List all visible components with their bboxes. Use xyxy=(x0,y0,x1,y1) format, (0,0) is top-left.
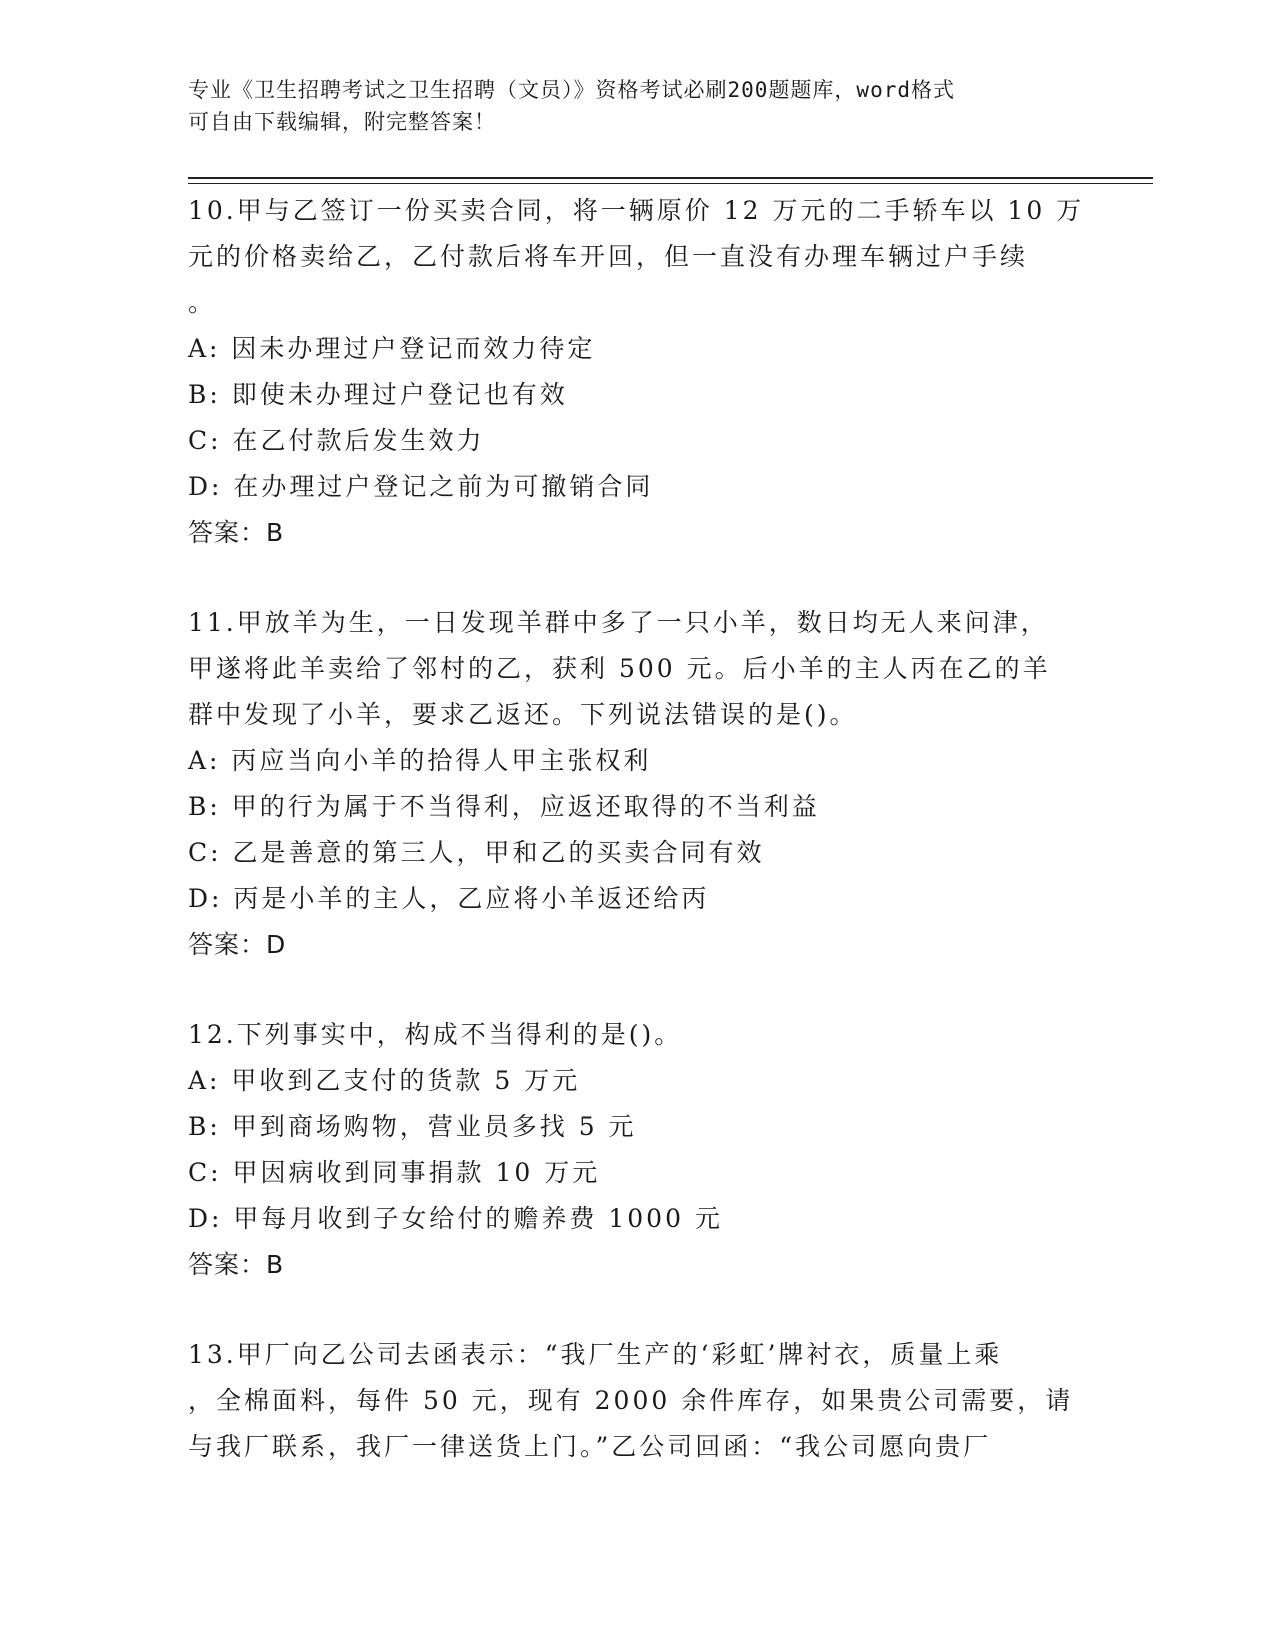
question-stem-line: ，全棉面料，每件 50 元，现有 2000 余件库存，如果贵公司需要，请 xyxy=(188,1386,1074,1415)
document-header xyxy=(188,74,1088,138)
question-stem-line: 与我厂联系，我厂一律送货上门。”乙公司回函：“我公司愿向贵厂 xyxy=(188,1432,992,1461)
question-stem-line: 元的价格卖给乙，乙付款后将车开回，但一直没有办理车辆过户手续 xyxy=(188,242,1029,271)
header-line-2: 可自由下载编辑，附完整答案！ xyxy=(188,110,496,134)
option-a: A: 丙应当向小羊的拾得人甲主张权利 xyxy=(188,746,652,775)
option-a: A: 甲收到乙支付的货款 5 万元 xyxy=(188,1066,581,1095)
question-stem-line: 群中发现了小羊，要求乙返还。下列说法错误的是()。 xyxy=(188,700,858,729)
answer-line: 答案：D xyxy=(188,930,287,959)
question-10 xyxy=(188,188,1088,556)
question-list xyxy=(188,188,1088,1470)
option-c: C: 在乙付款后发生效力 xyxy=(188,426,485,455)
option-d: D: 甲每月收到子女给付的赡养费 1000 元 xyxy=(188,1204,723,1233)
question-spacer xyxy=(188,1288,1088,1332)
option-b: B: 甲的行为属于不当得利，应返还取得的不当利益 xyxy=(188,792,820,821)
answer-line: 答案：B xyxy=(188,1250,285,1279)
question-stem-line: 甲遂将此羊卖给了邻村的乙，获利 500 元。后小羊的主人丙在乙的羊 xyxy=(188,654,1051,683)
option-b: B: 即使未办理过户登记也有效 xyxy=(188,380,568,409)
answer-line: 答案：B xyxy=(188,518,285,547)
question-spacer xyxy=(188,968,1088,1012)
option-c: C: 乙是善意的第三人，甲和乙的买卖合同有效 xyxy=(188,838,765,867)
header-rule-thick xyxy=(188,177,1153,179)
option-d: D: 在办理过户登记之前为可撤销合同 xyxy=(188,472,654,501)
question-12 xyxy=(188,1012,1088,1288)
option-b: B: 甲到商场购物，营业员多找 5 元 xyxy=(188,1112,637,1141)
question-stem-line: 12.下列事实中，构成不当得利的是()。 xyxy=(188,1020,683,1049)
question-13 xyxy=(188,1332,1088,1470)
question-11 xyxy=(188,600,1088,968)
option-c: C: 甲因病收到同事捐款 10 万元 xyxy=(188,1158,601,1187)
question-spacer xyxy=(188,556,1088,600)
question-stem-line: 11.甲放羊为生，一日发现羊群中多了一只小羊，数日均无人来问津， xyxy=(188,608,1049,637)
header-rule-thin xyxy=(188,183,1153,184)
header-line-1: 专业《卫生招聘考试之卫生招聘（文员）》资格考试必刷200题题库，word格式 xyxy=(188,78,955,102)
question-stem-line: 13.甲厂向乙公司去函表示：“我厂生产的‘彩虹’牌衬衣，质量上乘 xyxy=(188,1340,1003,1369)
option-d: D: 丙是小羊的主人，乙应将小羊返还给丙 xyxy=(188,884,710,913)
question-stem-line: 。 xyxy=(188,288,217,317)
question-stem-line: 10.甲与乙签订一份买卖合同，将一辆原价 12 万元的二手轿车以 10 万 xyxy=(188,196,1085,225)
option-a: A: 因未办理过户登记而效力待定 xyxy=(188,334,596,363)
